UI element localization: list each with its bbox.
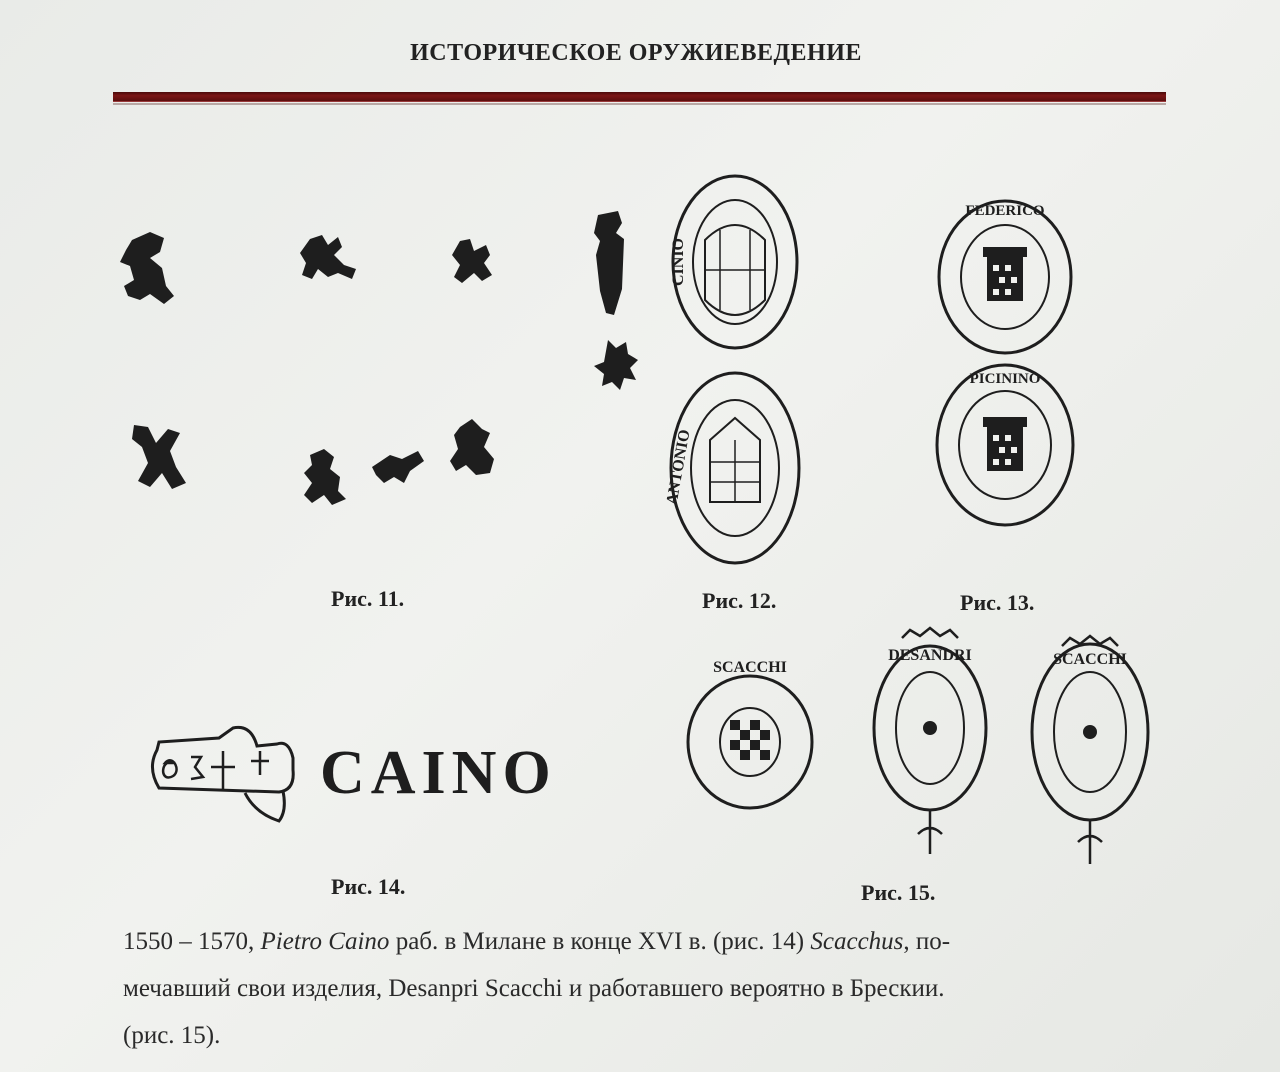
fig15-mark2-text: DESANDRI [888, 647, 972, 664]
caino-text: CAINO [320, 739, 557, 807]
oval-mark-top [673, 176, 797, 348]
mark-blot-6 [372, 451, 424, 483]
mark-blot-1 [120, 232, 174, 304]
figure-15-marks [680, 620, 1160, 870]
mark-blot-3 [452, 239, 492, 283]
mark-star [594, 340, 638, 390]
mark-blot-2 [300, 235, 356, 279]
figure-12-caption: Рис. 12. [702, 588, 777, 613]
mark-key [594, 211, 624, 315]
figure-12-marks [580, 170, 820, 580]
header-rule [113, 92, 1166, 101]
page-header [0, 40, 1280, 67]
mark-blot-7 [450, 419, 494, 475]
fig15-mark3-text: SCACCHI [1053, 651, 1127, 668]
mark-blot-4 [132, 425, 186, 489]
body-line-3: (рис. 15). [123, 1022, 221, 1049]
mark-blot-5 [304, 449, 346, 505]
figure-15-caption: Рис. 15. [861, 880, 936, 905]
figure-11-caption: Рис. 11. [331, 586, 405, 611]
figure-14-mark [145, 715, 605, 830]
header-rule-thin [113, 103, 1166, 105]
oval-top-text: CINIO [670, 237, 687, 287]
figure-14-caption: Рис. 14. [331, 874, 406, 899]
round-bottom-text: PICININO [969, 371, 1041, 387]
body-line-1: 1550 – 1570, Pietro Caino раб. в Милане в конце XVI в. (рис. 14) Scacchus, по- [123, 928, 951, 955]
figure-11-marks [110, 215, 530, 515]
oval-bottom-text: ANTONIO [663, 428, 694, 507]
page-title: ИСТОРИЧЕСКОЕ ОРУЖИЕВЕДЕНИЕ [410, 40, 862, 66]
round-top-text: FEDERICO [965, 203, 1045, 219]
body-line-2: мечавший свои изделия, Desanpri Scacchi и работавшего вероятно в Брескии. [123, 975, 945, 1002]
body-text [123, 918, 1163, 1059]
fig15-mark1-text: SCACCHI [713, 659, 787, 676]
figure-13-caption: Рис. 13. [960, 590, 1035, 615]
figure-13-marks [925, 195, 1095, 535]
